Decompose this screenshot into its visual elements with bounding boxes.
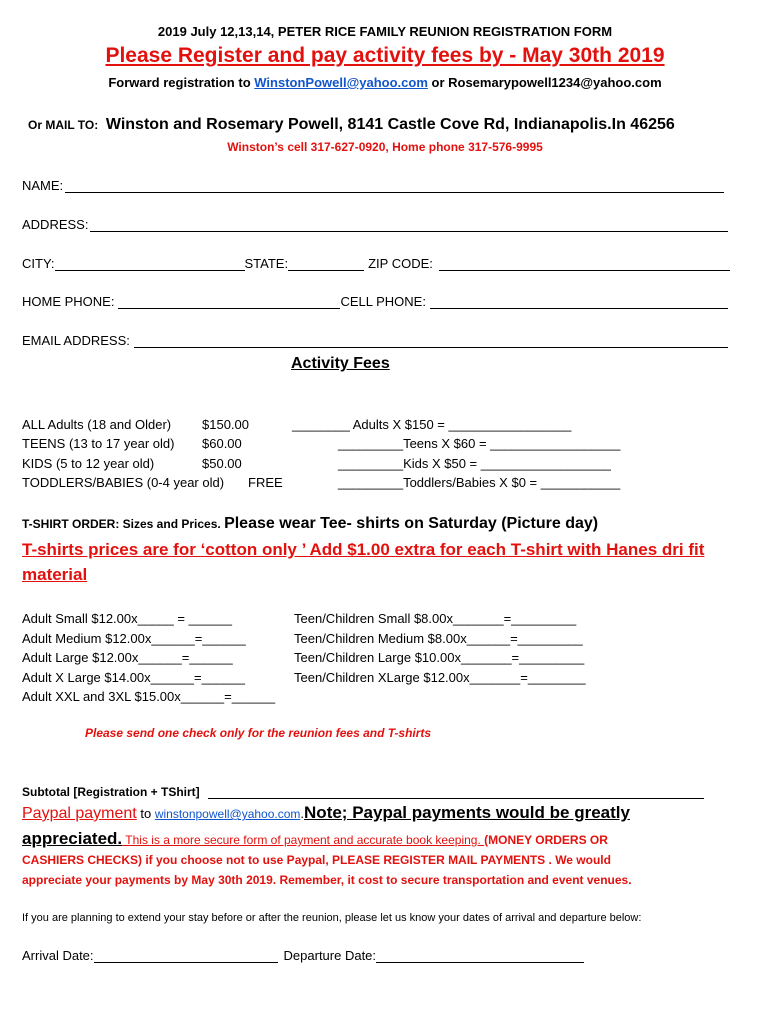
adult-size-row[interactable]: Adult Large $12.00x______=______: [22, 650, 233, 665]
fee-price: FREE: [248, 475, 283, 490]
adult-size-row[interactable]: Adult Small $12.00x_____ = ______: [22, 611, 232, 626]
paypal-label: Paypal payment: [22, 805, 137, 822]
fee-label: TEENS (13 to 17 year old): [22, 436, 175, 451]
activity-fees-heading: Activity Fees: [291, 355, 390, 372]
teen-size-row[interactable]: Teen/Children XLarge $12.00x_______=________: [294, 669, 586, 685]
form-title: 2019 July 12,13,14, PETER RICE FAMILY REUNION REGISTRATION FORM: [157, 24, 613, 39]
forward-or-text: or Rosemarypowell1234@yahoo.com: [427, 75, 662, 90]
tshirt-order-note: Please wear Tee- shirts on Saturday (Picture day): [224, 515, 599, 532]
arrival-input[interactable]: [94, 950, 278, 963]
city-input[interactable]: [55, 258, 245, 271]
zip-input[interactable]: [439, 258, 730, 271]
deadline-heading: Please Register and pay activity fees by - May 30th 2019: [105, 44, 665, 67]
forward-prefix: Forward registration to: [108, 75, 255, 90]
city-label: CITY:: [22, 256, 55, 271]
mail-to-line: [28, 116, 675, 134]
zip-label: ZIP CODE:: [368, 256, 433, 271]
adult-size-row[interactable]: Adult XXL and 3XL $15.00x______=______: [22, 689, 276, 704]
email-field[interactable]: [22, 333, 728, 348]
adult-size-row[interactable]: Adult Medium $12.00x______=______: [22, 630, 246, 646]
money-orders-note: (MONEY ORDERS OR: [484, 833, 608, 847]
address-label: ADDRESS:: [22, 217, 89, 232]
fee-row-toddlers: [22, 475, 620, 490]
fee-price: $150.00: [202, 417, 249, 432]
paypal-note-cont: appreciated.: [22, 829, 123, 848]
departure-input[interactable]: [376, 950, 584, 963]
departure-label: Departure Date:: [283, 948, 377, 963]
adult-sizes-list: [22, 609, 275, 707]
one-check-note: Please send one check only for the reunion fees and T-shirts: [85, 726, 432, 740]
city-state-zip-row: [22, 256, 730, 271]
secure-note: This is a more secure form of payment and accurate book keeping.: [122, 833, 485, 847]
paypal-email-link[interactable]: winstonpowell@yahoo.com: [154, 807, 301, 821]
state-input[interactable]: [288, 258, 364, 271]
payment-instructions-2: CASHIERS CHECKS) if you choose not to use Paypal, PLEASE REGISTER MAIL PAYMENTS . We would: [22, 853, 611, 867]
teen-sizes-list: [294, 609, 586, 687]
phone-line: Winston’s cell 317-627-0920, Home phone 317-576-9995: [227, 140, 543, 154]
fee-price: $60.00: [202, 436, 242, 451]
teen-size-row[interactable]: Teen/Children Medium $8.00x______=_________: [294, 630, 583, 646]
tshirt-order-prefix: T-SHIRT ORDER: Sizes and Prices.: [22, 517, 225, 531]
mail-prefix: Or MAIL TO:: [28, 118, 99, 132]
fee-row-kids: [22, 456, 611, 471]
cell-phone-label: CELL PHONE:: [340, 294, 426, 309]
fee-row-teens: [22, 436, 620, 451]
fee-calc[interactable]: _________Teens X $60 = __________________: [338, 436, 621, 451]
address-field[interactable]: [22, 217, 728, 232]
fee-row-adults: [22, 417, 571, 432]
phone-row: [22, 294, 728, 309]
fee-price: $50.00: [202, 456, 242, 471]
mail-address: Winston and Rosemary Powell, 8141 Castle Cove Rd, Indianapolis.In 46256: [105, 116, 675, 133]
paypal-line: [22, 803, 630, 823]
subtotal-label: Subtotal [Registration + TShirt]: [22, 785, 200, 799]
fee-calc[interactable]: _________Kids X $50 = __________________: [338, 456, 611, 471]
name-label: NAME:: [22, 178, 64, 193]
state-label: STATE:: [244, 256, 289, 271]
paypal-to: to: [136, 806, 155, 821]
paypal-note: Note; Paypal payments would be greatly: [304, 803, 630, 822]
dates-row: [22, 948, 584, 963]
fee-label: TODDLERS/BABIES (0-4 year old): [22, 475, 225, 490]
arrival-label: Arrival Date:: [22, 948, 94, 963]
fee-calc[interactable]: _________Toddlers/Babies X $0 = ___________: [338, 475, 621, 490]
tshirt-price-note: T-shirts prices are for ‘cotton only ’ Add $1.00 extra for each T-shirt with Hanes dri fit: [22, 540, 705, 559]
fee-label: ALL Adults (18 and Older): [22, 417, 172, 432]
tshirt-order-line: [22, 515, 598, 533]
name-field[interactable]: [22, 178, 724, 193]
forward-email-link[interactable]: WinstonPowell@yahoo.com: [254, 75, 428, 90]
fee-label: KIDS (5 to 12 year old): [22, 456, 155, 471]
forward-line: [0, 75, 770, 90]
tshirt-price-note-cont: material: [22, 565, 88, 584]
paypal-line-2: [22, 829, 608, 849]
payment-instructions-3: appreciate your payments by May 30th 2019. Remember, it cost to secure transportation and event venues.: [22, 873, 632, 887]
home-phone-input[interactable]: [118, 296, 340, 309]
paypal-period: .: [300, 806, 305, 821]
teen-size-row[interactable]: Teen/Children Small $8.00x_______=_________: [294, 611, 577, 626]
subtotal-field[interactable]: [22, 785, 704, 799]
cell-phone-input[interactable]: [430, 296, 728, 309]
teen-size-row[interactable]: Teen/Children Large $10.00x_______=_________: [294, 650, 585, 665]
stay-note: If you are planning to extend your stay before or after the reunion, please let us know your dates of arrival and departure below:: [22, 912, 642, 924]
home-phone-label: HOME PHONE:: [22, 294, 115, 309]
fee-calc[interactable]: ________ Adults X $150 = _________________: [292, 417, 572, 432]
email-label: EMAIL ADDRESS:: [22, 333, 130, 348]
adult-size-row[interactable]: Adult X Large $14.00x______=______: [22, 669, 245, 685]
